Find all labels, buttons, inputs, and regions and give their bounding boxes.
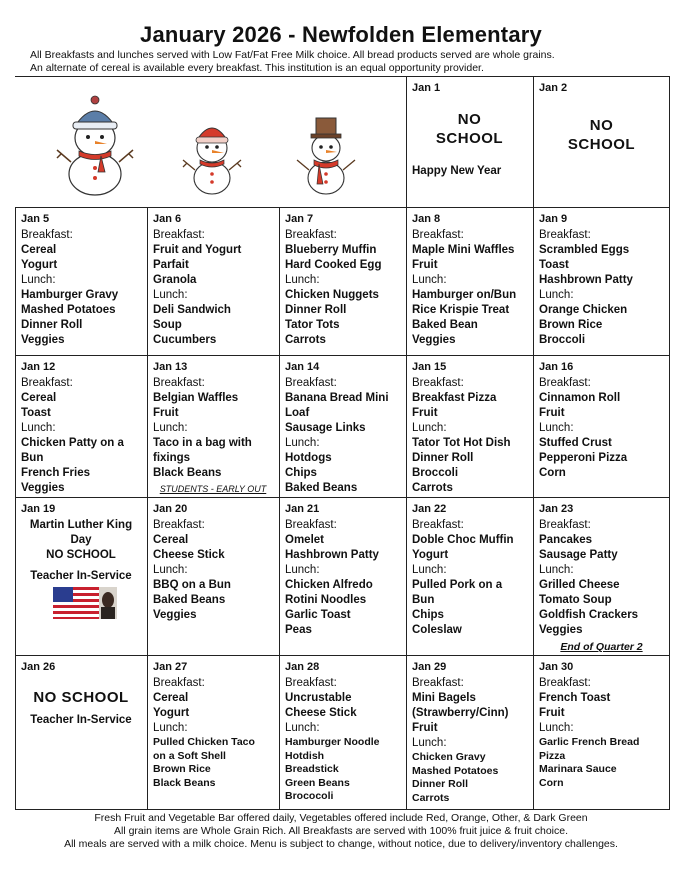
lunch-item: Rice Krispie Treat: [412, 304, 510, 316]
breakfast-item: Yogurt: [153, 707, 190, 719]
lunch-item: Deli Sandwich: [153, 304, 231, 316]
breakfast-label: Breakfast:: [21, 377, 73, 389]
day-cell-jan-12: [15, 355, 147, 497]
lunch-item: Baked Bean: [412, 319, 478, 331]
day-date: Jan 7: [285, 213, 314, 225]
early-out-note: STUDENTS - EARLY OUT: [159, 484, 267, 494]
lunch-label: Lunch:: [412, 564, 447, 576]
no-school-label: NO: [589, 117, 614, 134]
breakfast-label: Breakfast:: [412, 519, 464, 531]
breakfast-item: Blueberry Muffin: [285, 244, 377, 256]
lunch-item: Garlic Toast: [285, 609, 351, 621]
breakfast-item: Uncrustable: [285, 692, 352, 704]
lunch-item: Black Beans: [153, 467, 222, 479]
lunch-item: Peas: [285, 624, 312, 636]
lunch-item: Dinner Roll: [412, 452, 474, 464]
lunch-item: Marinara Sauce: [539, 763, 617, 775]
breakfast-item: Maple Mini Waffles: [412, 244, 515, 256]
footer-note-grains: All grain items are Whole Grain Rich. All Breakfasts are served with 100% fruit juice & fruit choice.: [113, 825, 569, 837]
lunch-item: Bun: [21, 452, 44, 464]
lunch-item: Black Beans: [153, 776, 216, 789]
lunch-label: Lunch:: [539, 564, 574, 576]
lunch-label: Lunch:: [285, 437, 320, 449]
lunch-item: Chicken Nuggets: [285, 289, 379, 301]
lunch-item: Tator Tots: [285, 319, 340, 331]
breakfast-item: French Toast: [539, 692, 611, 704]
day-date: Jan 1: [412, 82, 441, 94]
breakfast-item: Omelet: [285, 534, 324, 546]
breakfast-item: Sausage Links: [285, 422, 366, 434]
lunch-item: Veggies: [153, 609, 197, 621]
day-date: Jan 29: [412, 661, 447, 673]
footer-note-milk: All meals are served with a milk choice. Menu is subject to change, without notice, due to delivery/inventory challenges.: [64, 838, 618, 850]
breakfast-label: Breakfast:: [21, 229, 73, 241]
lunch-item: Garlic French Bread: [539, 736, 640, 748]
lunch-item: Dinner Roll: [285, 304, 347, 316]
day-cell-jan-13: [147, 355, 279, 497]
lunch-item: Green Beans: [285, 776, 350, 789]
day-date: Jan 20: [153, 503, 188, 515]
breakfast-item: Yogurt: [412, 549, 449, 561]
lunch-item: Hamburger Noodle: [285, 736, 380, 748]
lunch-label: Lunch:: [153, 422, 188, 434]
breakfast-item: Banana Bread Mini: [285, 392, 389, 404]
day-cell-jan-28: [279, 655, 406, 810]
breakfast-item: Granola: [153, 274, 197, 286]
day-date: Jan 9: [539, 213, 568, 225]
lunch-item: Baked Beans: [153, 594, 226, 606]
day-cell-jan-2: [533, 76, 670, 207]
lunch-item: Veggies: [539, 624, 583, 636]
lunch-label: Lunch:: [412, 737, 447, 749]
lunch-item: Bun: [412, 594, 435, 606]
lunch-item: Hotdogs: [285, 452, 332, 464]
breakfast-item: Loaf: [285, 407, 310, 419]
day-date: Jan 12: [21, 361, 56, 373]
in-service-label: Teacher In-Service: [30, 714, 132, 726]
lunch-item: Carrots: [285, 334, 326, 346]
page-title: January 2026 - Newfolden Elementary: [140, 22, 542, 47]
menu-calendar-grid: [15, 76, 670, 810]
no-school-label: NO: [457, 111, 482, 128]
lunch-item: Tomato Soup: [539, 594, 612, 606]
lunch-item: Hamburger on/Bun: [412, 289, 517, 301]
lunch-item: fixings: [153, 452, 191, 464]
breakfast-label: Breakfast:: [539, 677, 591, 689]
day-cell-jan-26: [15, 655, 147, 810]
breakfast-label: Breakfast:: [285, 377, 337, 389]
lunch-item: Chicken Gravy: [412, 751, 486, 763]
lunch-item: Pepperoni Pizza: [539, 452, 628, 464]
breakfast-item: Fruit and Yogurt: [153, 244, 242, 256]
day-cell-jan-7: [279, 207, 406, 355]
lunch-item: Cucumbers: [153, 334, 217, 346]
snowman-top-hat-illustration: [295, 112, 357, 196]
lunch-item: Taco in a bag with: [153, 437, 252, 449]
day-cell-jan-29: [406, 655, 533, 810]
breakfast-label: Breakfast:: [539, 229, 591, 241]
lunch-item: Hotdish: [285, 749, 325, 762]
lunch-label: Lunch:: [21, 274, 56, 286]
day-date: Jan 16: [539, 361, 574, 373]
lunch-item: Brown Rice: [153, 763, 211, 775]
breakfast-item: Cereal: [21, 244, 57, 256]
lunch-item: Orange Chicken: [539, 304, 628, 316]
lunch-item: Dinner Roll: [412, 778, 469, 790]
breakfast-item: Fruit: [412, 722, 438, 734]
day-cell-jan-22: [406, 497, 533, 655]
lunch-item: Brown Rice: [539, 319, 603, 331]
lunch-item: Chips: [412, 609, 444, 621]
breakfast-item: Mini Bagels: [412, 692, 476, 704]
lunch-item: Pulled Pork on a: [412, 579, 503, 591]
breakfast-item: Scrambled Eggs: [539, 244, 630, 256]
day-cell-jan-19: [15, 497, 147, 655]
lunch-item: Mashed Potatoes: [412, 764, 499, 777]
lunch-item: Dinner Roll: [21, 319, 83, 331]
in-service-label: Teacher In-Service: [30, 570, 132, 582]
day-date: Jan 23: [539, 503, 574, 515]
day-date: Jan 21: [285, 503, 320, 515]
breakfast-label: Breakfast:: [285, 519, 337, 531]
snowman-red-hat-illustration: [180, 114, 244, 196]
holiday-label: Martin Luther King: [29, 519, 133, 531]
lunch-item: Tator Tot Hot Dish: [412, 437, 511, 449]
breakfast-item: Fruit: [539, 707, 565, 719]
lunch-item: on a Soft Shell: [153, 749, 226, 762]
breakfast-item: Cereal: [153, 692, 189, 704]
day-cell-jan-14: [279, 355, 406, 497]
breakfast-label: Breakfast:: [412, 677, 464, 689]
lunch-item: Corn: [539, 776, 564, 789]
breakfast-item: Sausage Patty: [539, 549, 618, 561]
no-school-label: NO SCHOOL: [33, 689, 129, 706]
breakfast-label: Breakfast:: [153, 677, 205, 689]
breakfast-item: (Strawberry/Cinn): [412, 707, 509, 719]
footer-note-vegetables: Fresh Fruit and Vegetable Bar offered daily, Vegetables offered include Red, Orange, Other, & Dark Green: [94, 812, 588, 824]
day-cell-jan-20: [147, 497, 279, 655]
lunch-label: Lunch:: [153, 564, 188, 576]
breakfast-item: Fruit: [153, 407, 179, 419]
breakfast-item: Yogurt: [21, 259, 58, 271]
lunch-item: French Fries: [21, 467, 91, 479]
day-cell-jan-1: [406, 76, 533, 207]
lunch-item: Hamburger Gravy: [21, 289, 119, 301]
day-cell-jan-23: [533, 497, 670, 655]
lunch-label: Lunch:: [153, 722, 188, 734]
day-date: Jan 28: [285, 661, 320, 673]
breakfast-item: Fruit: [412, 407, 438, 419]
lunch-item: Carrots: [412, 482, 453, 494]
lunch-item: Mashed Potatoes: [21, 304, 116, 316]
lunch-item: Rotini Noodles: [285, 594, 367, 606]
day-cell-jan-30: [533, 655, 670, 810]
lunch-item: Chicken Alfredo: [285, 579, 373, 591]
lunch-item: BBQ on a Bun: [153, 579, 231, 591]
breakfast-item: Breakfast Pizza: [412, 392, 497, 404]
lunch-item: Broccoli: [539, 334, 586, 346]
lunch-item: Grilled Cheese: [539, 579, 620, 591]
lunch-item: Brococoli: [285, 790, 334, 802]
breakfast-label: Breakfast:: [539, 519, 591, 531]
breakfast-item: Hard Cooked Egg: [285, 259, 382, 271]
lunch-label: Lunch:: [285, 564, 320, 576]
breakfast-label: Breakfast:: [539, 377, 591, 389]
lunch-label: Lunch:: [539, 289, 574, 301]
day-cell-jan-6: [147, 207, 279, 355]
lunch-item: Pizza: [539, 749, 566, 762]
lunch-item: Goldfish Crackers: [539, 609, 639, 621]
no-school-label: SCHOOL: [435, 130, 504, 147]
breakfast-item: Pancakes: [539, 534, 593, 546]
day-date: Jan 14: [285, 361, 320, 373]
lunch-label: Lunch:: [412, 274, 447, 286]
breakfast-item: Hashbrown Patty: [539, 274, 633, 286]
day-cell-jan-15: [406, 355, 533, 497]
header-note-cereal: An alternate of cereal is available every breakfast. This institution is an equal opportunity provider.: [30, 62, 484, 74]
day-date: Jan 15: [412, 361, 447, 373]
breakfast-label: Breakfast:: [153, 229, 205, 241]
no-school-label: NO SCHOOL: [46, 549, 116, 561]
day-date: Jan 5: [21, 213, 50, 225]
lunch-item: Baked Beans: [285, 482, 358, 494]
day-cell-jan-9: [533, 207, 670, 355]
breakfast-item: Parfait: [153, 259, 189, 271]
lunch-item: Pulled Chicken Taco: [153, 736, 255, 748]
day-date: Jan 27: [153, 661, 188, 673]
day-cell-jan-27: [147, 655, 279, 810]
lunch-item: Veggies: [21, 334, 65, 346]
day-date: Jan 2: [539, 82, 568, 94]
breakfast-item: Cinnamon Roll: [539, 392, 621, 404]
day-date: Jan 22: [412, 503, 447, 515]
breakfast-label: Breakfast:: [153, 519, 205, 531]
day-date: Jan 30: [539, 661, 574, 673]
breakfast-item: Belgian Waffles: [153, 392, 239, 404]
day-cell-jan-8: [406, 207, 533, 355]
lunch-item: Stuffed Crust: [539, 437, 612, 449]
breakfast-item: Cheese Stick: [285, 707, 357, 719]
day-date: Jan 8: [412, 213, 441, 225]
lunch-item: Breadstick: [285, 763, 339, 775]
lunch-label: Lunch:: [412, 422, 447, 434]
breakfast-label: Breakfast:: [412, 229, 464, 241]
snowman-blue-hat-illustration: [55, 92, 135, 197]
breakfast-item: Hashbrown Patty: [285, 549, 379, 561]
day-date: Jan 19: [21, 503, 56, 515]
holiday-label: Happy New Year: [412, 165, 502, 177]
breakfast-item: Cheese Stick: [153, 549, 225, 561]
day-cell-jan-5: [15, 207, 147, 355]
lunch-item: Veggies: [412, 334, 456, 346]
day-date: Jan 26: [21, 661, 56, 673]
lunch-label: Lunch:: [285, 722, 320, 734]
lunch-item: Soup: [153, 319, 182, 331]
lunch-label: Lunch:: [539, 422, 574, 434]
lunch-item: Broccoli: [412, 467, 459, 479]
lunch-item: Chicken Patty on a: [21, 437, 124, 449]
header-note-milk: All Breakfasts and lunches served with Low Fat/Fat Free Milk choice. All bread products served are whole grains.: [30, 49, 555, 61]
breakfast-item: Cereal: [21, 392, 57, 404]
breakfast-item: Cereal: [153, 534, 189, 546]
breakfast-item: Fruit: [412, 259, 438, 271]
day-date: Jan 13: [153, 361, 188, 373]
day-cell-jan-16: [533, 355, 670, 497]
end-of-quarter-note: End of Quarter 2: [560, 641, 643, 653]
lunch-label: Lunch:: [285, 274, 320, 286]
breakfast-item: Fruit: [539, 407, 565, 419]
lunch-item: Chips: [285, 467, 317, 479]
breakfast-label: Breakfast:: [412, 377, 464, 389]
lunch-item: Carrots: [412, 791, 450, 804]
breakfast-item: Doble Choc Muffin: [412, 534, 514, 546]
breakfast-label: Breakfast:: [153, 377, 205, 389]
us-flag-mlk-illustration: [53, 587, 117, 619]
lunch-label: Lunch:: [153, 289, 188, 301]
day-date: Jan 6: [153, 213, 182, 225]
lunch-item: Veggies: [21, 482, 65, 494]
lunch-label: Lunch:: [21, 422, 56, 434]
day-cell-jan-21: [279, 497, 406, 655]
breakfast-label: Breakfast:: [285, 677, 337, 689]
breakfast-item: Toast: [539, 259, 569, 271]
breakfast-item: Toast: [21, 407, 51, 419]
lunch-item: Coleslaw: [412, 624, 462, 636]
breakfast-label: Breakfast:: [285, 229, 337, 241]
no-school-label: SCHOOL: [567, 136, 636, 153]
holiday-label: Day: [70, 534, 92, 546]
lunch-item: Corn: [539, 467, 566, 479]
lunch-label: Lunch:: [539, 722, 574, 734]
